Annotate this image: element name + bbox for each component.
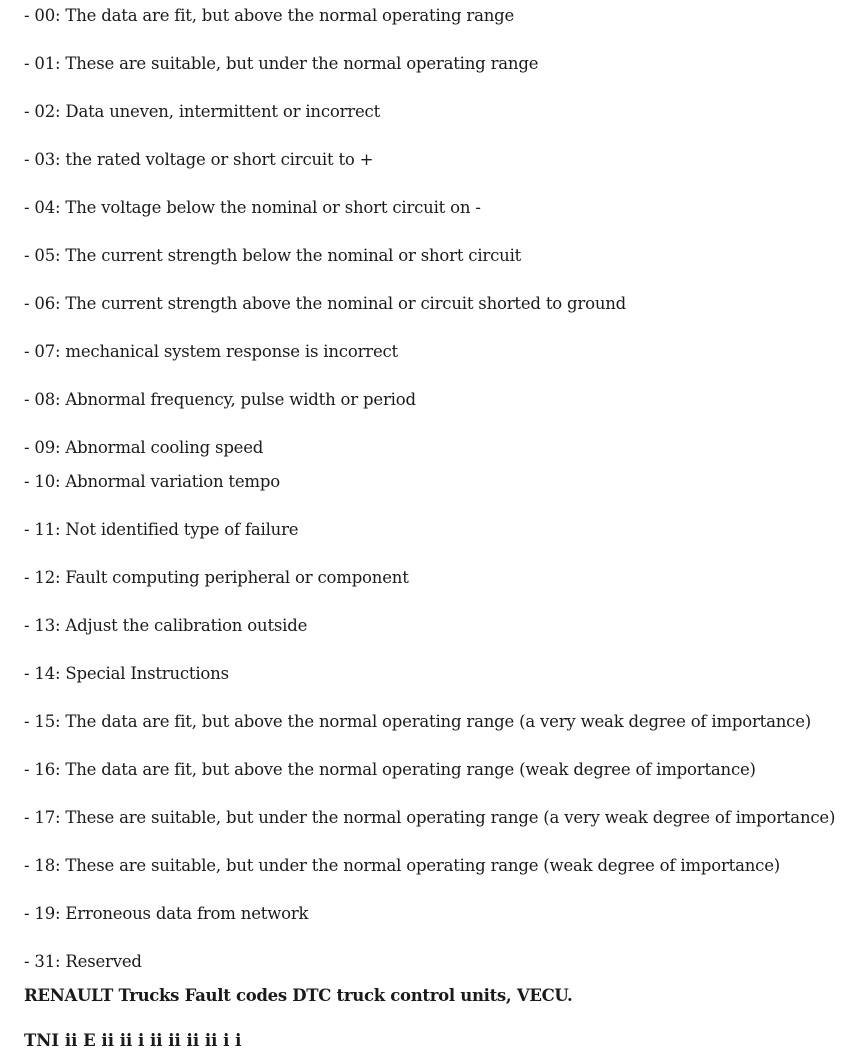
code-line-02: - 02: Data uneven, intermittent or incorrect [24, 102, 381, 121]
code-line-06: - 06: The current strength above the nominal or circuit shorted to ground [24, 294, 627, 313]
code-line-14: - 14: Special Instructions [24, 664, 229, 683]
code-line-17: - 17: These are suitable, but under the normal operating range (a very weak degree of importance) [24, 808, 836, 827]
code-line-12: - 12: Fault computing peripheral or component [24, 568, 409, 587]
code-line-15: - 15: The data are fit, but above the normal operating range (a very weak degree of importance) [24, 712, 812, 731]
code-line-03: - 03: the rated voltage or short circuit to + [24, 150, 374, 169]
code-line-11: - 11: Not identified type of failure [24, 520, 299, 539]
code-line-01: - 01: These are suitable, but under the normal operating range [24, 54, 539, 73]
code-line-00: - 00: The data are fit, but above the normal operating range [24, 6, 515, 25]
code-line-19: - 19: Erroneous data from network [24, 904, 309, 923]
section-heading: RENAULT Trucks Fault codes DTC truck control units, VECU. [24, 986, 573, 1005]
code-line-16: - 16: The data are fit, but above the normal operating range (weak degree of importance) [24, 760, 756, 779]
code-line-10: - 10: Abnormal variation tempo [24, 472, 280, 491]
code-line-08: - 08: Abnormal frequency, pulse width or period [24, 390, 416, 409]
code-line-04: - 04: The voltage below the nominal or short circuit on - [24, 198, 481, 217]
code-line-07: - 07: mechanical system response is incorrect [24, 342, 398, 361]
code-line-31: - 31: Reserved [24, 952, 142, 971]
code-line-13: - 13: Adjust the calibration outside [24, 616, 308, 635]
code-line-09: - 09: Abnormal cooling speed [24, 438, 264, 457]
code-line-05: - 05: The current strength below the nominal or short circuit [24, 246, 522, 265]
cut-off-line: TNI ii E ii ii i ii ii ii ii i i [24, 1031, 242, 1050]
code-line-18: - 18: These are suitable, but under the normal operating range (weak degree of importance) [24, 856, 780, 875]
